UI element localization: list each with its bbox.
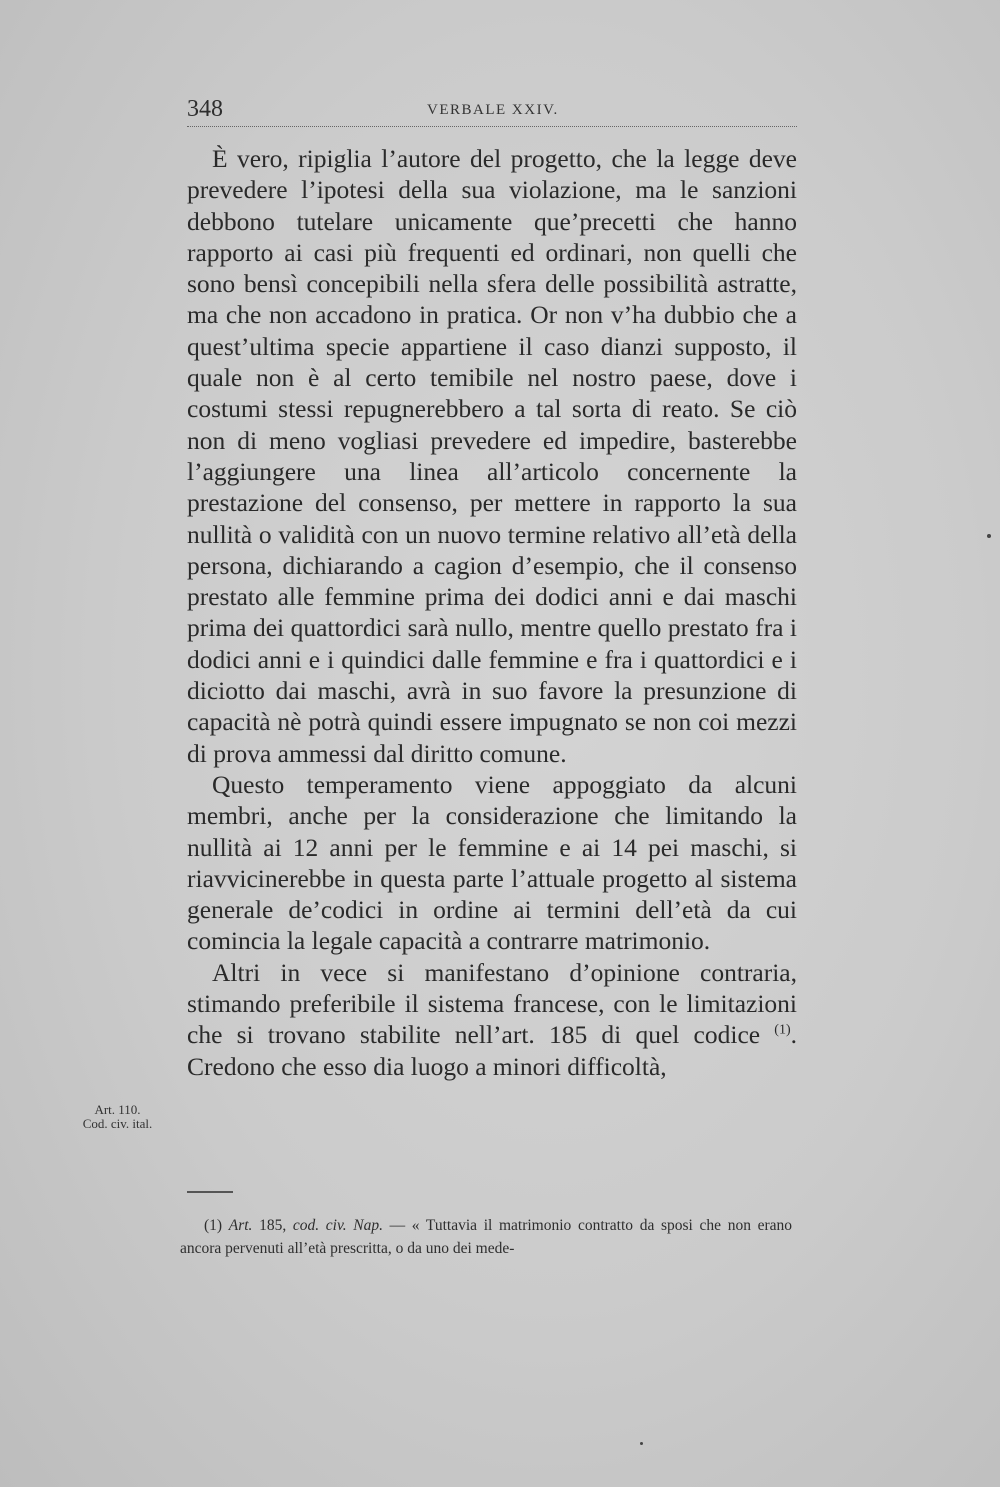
footnote-marker: (1) bbox=[204, 1217, 223, 1234]
page-number: 348 bbox=[187, 96, 223, 122]
paragraph-3-text: Altri in vece si manifestano d’opinione contraria, stimando preferibile il sistema francese, con le limitazioni che si trovano stabilite nell’art. 185 di quel codice bbox=[187, 957, 797, 1050]
paper-speck bbox=[640, 1442, 643, 1445]
footnote-text bbox=[180, 1214, 792, 1260]
header-rule bbox=[187, 126, 797, 127]
footnote-code: cod. civ. Nap. bbox=[292, 1217, 383, 1234]
margin-note-line-1: Art. 110. bbox=[94, 1102, 141, 1117]
footnote-reference: (1) bbox=[774, 1022, 791, 1038]
paper-speck bbox=[987, 534, 991, 538]
running-title: VERBALE XXIV. bbox=[427, 102, 559, 118]
margin-note-line-2: Cod. civ. ital. bbox=[82, 1116, 153, 1131]
paragraph-1: È vero, ripiglia l’autore del progetto, che la legge deve prevedere l’ipotesi della sua violazione, ma le sanzioni debbono tutelare unicamente que’precetti che hanno rapporto ai casi più frequenti ed ordinari, non quelli che sono bensì concepibili nella sfera delle possibilità astratte, ma che non accadono in pratica. Or non v’ha dubbio che a quest’ultima specie appartiene il caso dianzi supposto, il quale non è al certo temibile nel nostro paese, dove i costumi stessi repugnerebbero a tal sorta di reato. Se ciò non di meno vogliasi prevedere ed impedire, basterebbe l’aggiungere una linea all’articolo concernente la prestazione del consenso, per mettere in rapporto la sua nullità o validità con un nuovo termine relativo all’età della persona, dichiarando a cagion d’esempio, che il consenso prestato alle femmine prima dei dodici anni e dai maschi prima dei quattordici sarà nullo, mentre quello prestato fra i dodici anni e i quindici dalle femmine e fra i quattordici e i diciotto dai maschi, avrà in suo favore la presunzione di capacità nè potrà quindi essere impugnato se non coi mezzi di prova ammessi dal diritto comune. bbox=[187, 144, 797, 768]
paragraph-2: Questo temperamento viene appoggiato da alcuni membri, anche per la considerazione che limitando la nullità ai 12 anni per le femmine e ai 14 pei maschi, si riavvicinerebbe in questa parte l’attuale progetto al sistema generale de’codici in ordine ai termini dell’età da cui comincia la legale capacità a contrarre matrimonio. bbox=[187, 769, 797, 956]
footnote bbox=[180, 1214, 792, 1260]
main-text bbox=[187, 143, 797, 1082]
margin-note bbox=[60, 1103, 175, 1131]
page-header bbox=[187, 92, 797, 132]
footnote-rule bbox=[187, 1191, 233, 1193]
paragraph-3-continuation: . Credono che esso dia luogo a minori difficoltà, bbox=[187, 1020, 797, 1081]
footnote-text-1: 185, bbox=[252, 1217, 293, 1234]
paragraph-3 bbox=[187, 957, 797, 1082]
footnote-text-2: — « Tuttavia il matrimonio contratto da sposi che non erano ancora pervenuti all’età prescritta, o da uno dei mede- bbox=[180, 1217, 793, 1257]
footnote-article: Art. bbox=[228, 1217, 253, 1234]
